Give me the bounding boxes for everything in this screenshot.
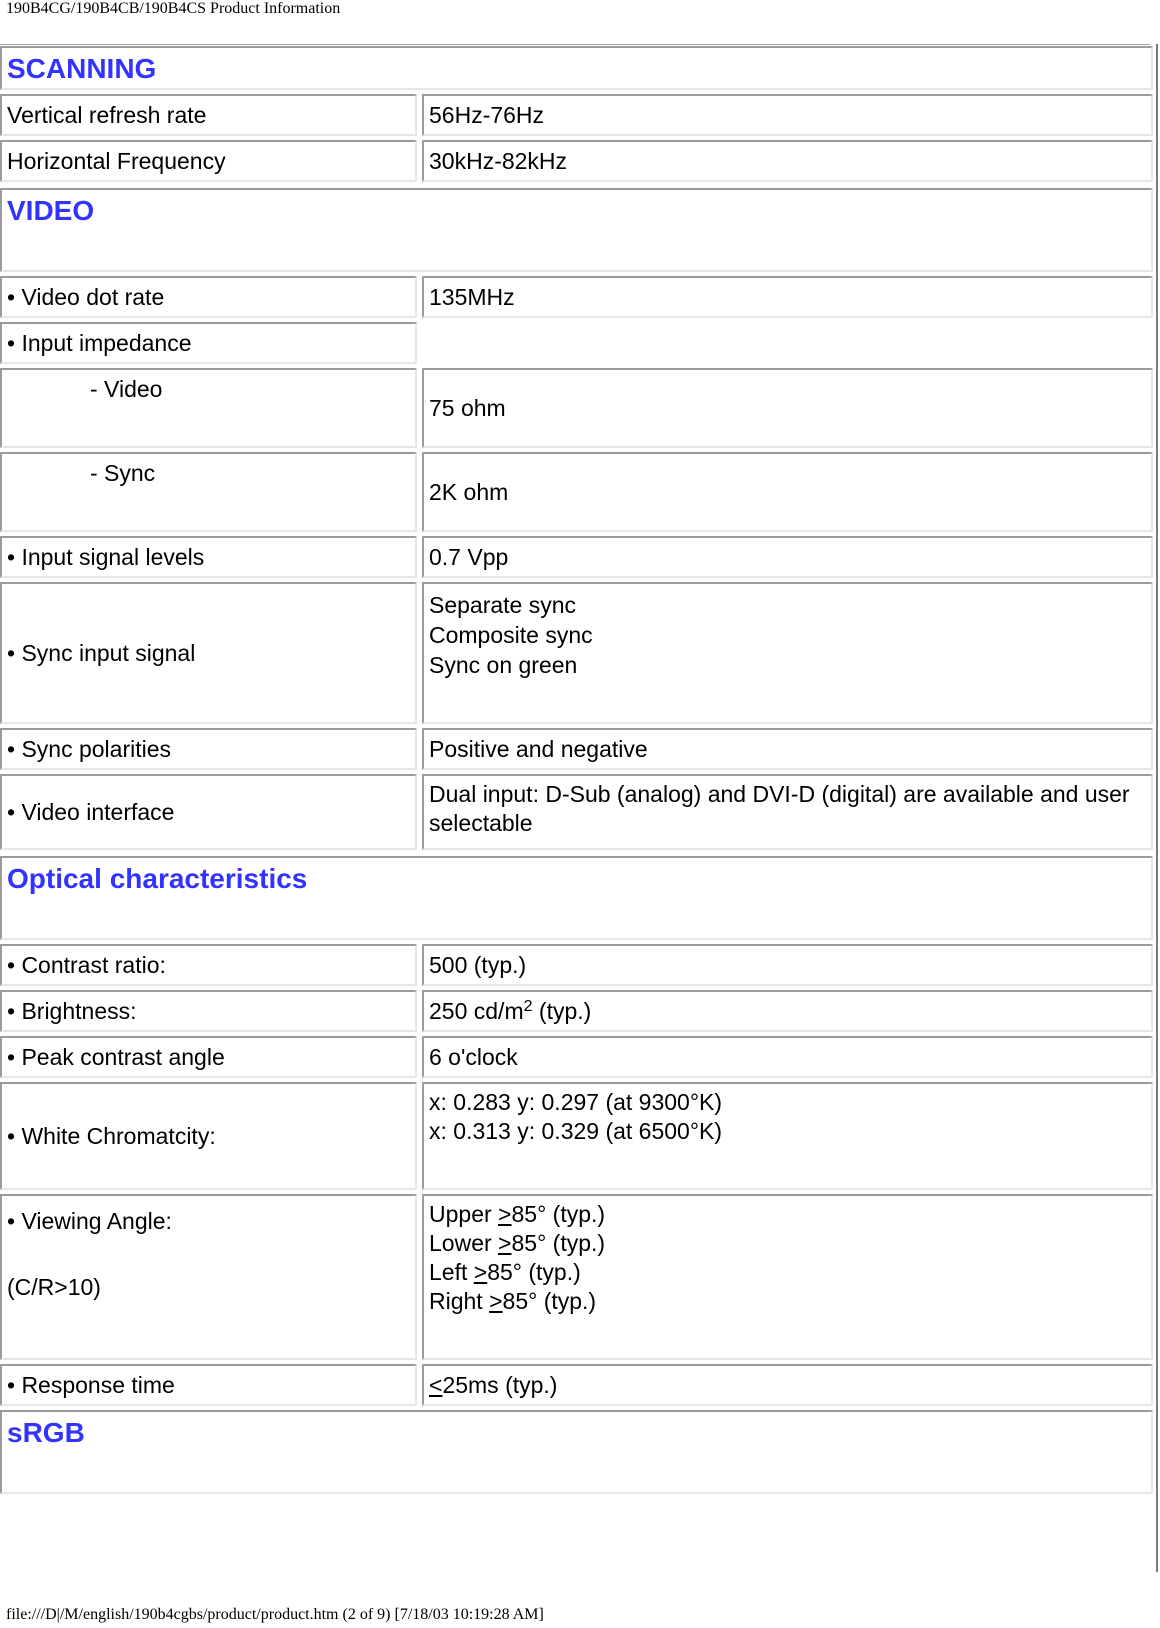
video-dot-rate-label: • Video dot rate [0,276,417,318]
table-row [0,1194,1153,1360]
section-row-srgb [0,1410,1153,1494]
viewing-angle-label [0,1194,417,1360]
table-row [0,774,1153,850]
response-time-value [422,1364,1153,1406]
response-time-sym: < [429,1372,443,1398]
white-chromaticity-label-text: • White Chromatcity: [7,1123,216,1149]
sync-input-value-line: Composite sync [429,622,593,648]
brightness-value-sup: 2 [523,998,533,1015]
table-row [0,322,1153,364]
table-row [0,276,1153,318]
peak-contrast-angle-label: • Peak contrast angle [0,1036,417,1078]
input-signal-levels-value: 0.7 Vpp [422,536,1153,578]
viewing-angle-sym: > [473,1259,488,1285]
peak-contrast-angle-value: 6 o'clock [422,1036,1153,1078]
viewing-angle-label-text: • Viewing Angle: [7,1208,172,1234]
viewing-angle-val: 85° (typ.) [511,1201,606,1227]
table-row [0,944,1153,986]
section-header-optical [0,856,1153,940]
viewing-angle-sym: > [489,1288,503,1314]
video-interface-value: Dual input: D-Sub (analog) and DVI-D (digital) are available and user selectable [422,774,1153,850]
sync-polarities-label: • Sync polarities [0,728,417,770]
sync-input-value-line: Separate sync [429,592,577,618]
brightness-value [422,990,1153,1032]
table-row [0,94,1153,136]
section-row-scanning [0,46,1153,90]
section-row-video [0,188,1153,272]
sync-input-value-line: Sync on green [429,652,578,678]
section-header-srgb [0,1410,1153,1494]
response-time-value-text: 25ms (typ.) [442,1372,558,1398]
video-interface-label [0,774,417,850]
section-title-srgb: sRGB [7,1417,85,1448]
table-row [0,582,1153,724]
table-row [0,728,1153,770]
section-title-scanning: SCANNING [7,53,157,84]
viewing-angle-sym: > [498,1230,512,1256]
table-row [0,140,1153,182]
impedance-sync-value-text: 2K ohm [429,479,509,505]
table-row [0,452,1153,532]
impedance-video-label: - Video [0,368,417,448]
white-chromaticity-value [422,1082,1153,1190]
viewing-angle-line [429,1229,1146,1258]
table-row [0,368,1153,448]
viewing-angle-dir: Left [429,1259,474,1285]
viewing-angle-dir: Upper [429,1201,499,1227]
impedance-video-value [422,368,1153,448]
vertical-refresh-value: 56Hz-76Hz [422,94,1153,136]
section-title-video: VIDEO [7,195,95,226]
viewing-angle-line [429,1258,1146,1287]
section-row-optical [0,856,1153,940]
brightness-value-suffix: (typ.) [532,998,592,1024]
viewing-angle-dir: Lower [429,1230,499,1256]
spec-table [0,46,1153,1498]
contrast-ratio-value: 500 (typ.) [422,944,1153,986]
white-chromaticity-line: x: 0.283 y: 0.297 (at 9300°K) [429,1089,723,1115]
viewing-angle-value [422,1194,1153,1360]
viewing-angle-sym: > [498,1201,512,1227]
table-row [0,990,1153,1032]
horizontal-frequency-value: 30kHz-82kHz [422,140,1153,182]
sync-input-signal-value [422,582,1153,724]
viewing-angle-dir: Right [429,1288,490,1314]
section-title-optical: Optical characteristics [7,863,308,894]
response-time-label: • Response time [0,1364,417,1406]
viewing-angle-val: 85° (typ.) [502,1288,597,1314]
impedance-sync-label: - Sync [0,452,417,532]
viewing-angle-sub: (C/R>10) [7,1274,101,1300]
white-chromaticity-line: x: 0.313 y: 0.329 (at 6500°K) [429,1118,723,1144]
section-header-video [0,188,1153,272]
white-chromaticity-label [0,1082,417,1190]
impedance-video-value-text: 75 ohm [429,395,506,421]
table-row [0,1082,1153,1190]
contrast-ratio-label: • Contrast ratio: [0,944,417,986]
sync-polarities-value: Positive and negative [422,728,1153,770]
top-rule [0,44,1150,45]
sync-input-signal-label [0,582,417,724]
table-row [0,1364,1153,1406]
vertical-refresh-label: Vertical refresh rate [0,94,417,136]
brightness-value-prefix: 250 cd/m [429,998,524,1024]
page-header: 190B4CG/190B4CB/190B4CS Product Information [6,0,341,17]
input-signal-levels-label: • Input signal levels [0,536,417,578]
table-row [0,536,1153,578]
video-dot-rate-value: 135MHz [422,276,1153,318]
page-footer: file:///D|/M/english/190b4cgbs/product/product.htm (2 of 9) [7/18/03 10:19:28 AM] [6,1606,544,1623]
video-interface-label-text: • Video interface [7,799,175,825]
sync-input-signal-label-text: • Sync input signal [7,640,196,666]
horizontal-frequency-label: Horizontal Frequency [0,140,417,182]
viewing-angle-val: 85° (typ.) [487,1259,581,1285]
viewing-angle-line [429,1287,1146,1316]
viewing-angle-val: 85° (typ.) [511,1230,606,1256]
right-rule [1156,44,1158,1572]
brightness-label: • Brightness: [0,990,417,1032]
input-impedance-label: • Input impedance [0,322,417,364]
table-row [0,1036,1153,1078]
viewing-angle-line [429,1200,1146,1229]
section-header-scanning [0,46,1153,90]
impedance-sync-value [422,452,1153,532]
